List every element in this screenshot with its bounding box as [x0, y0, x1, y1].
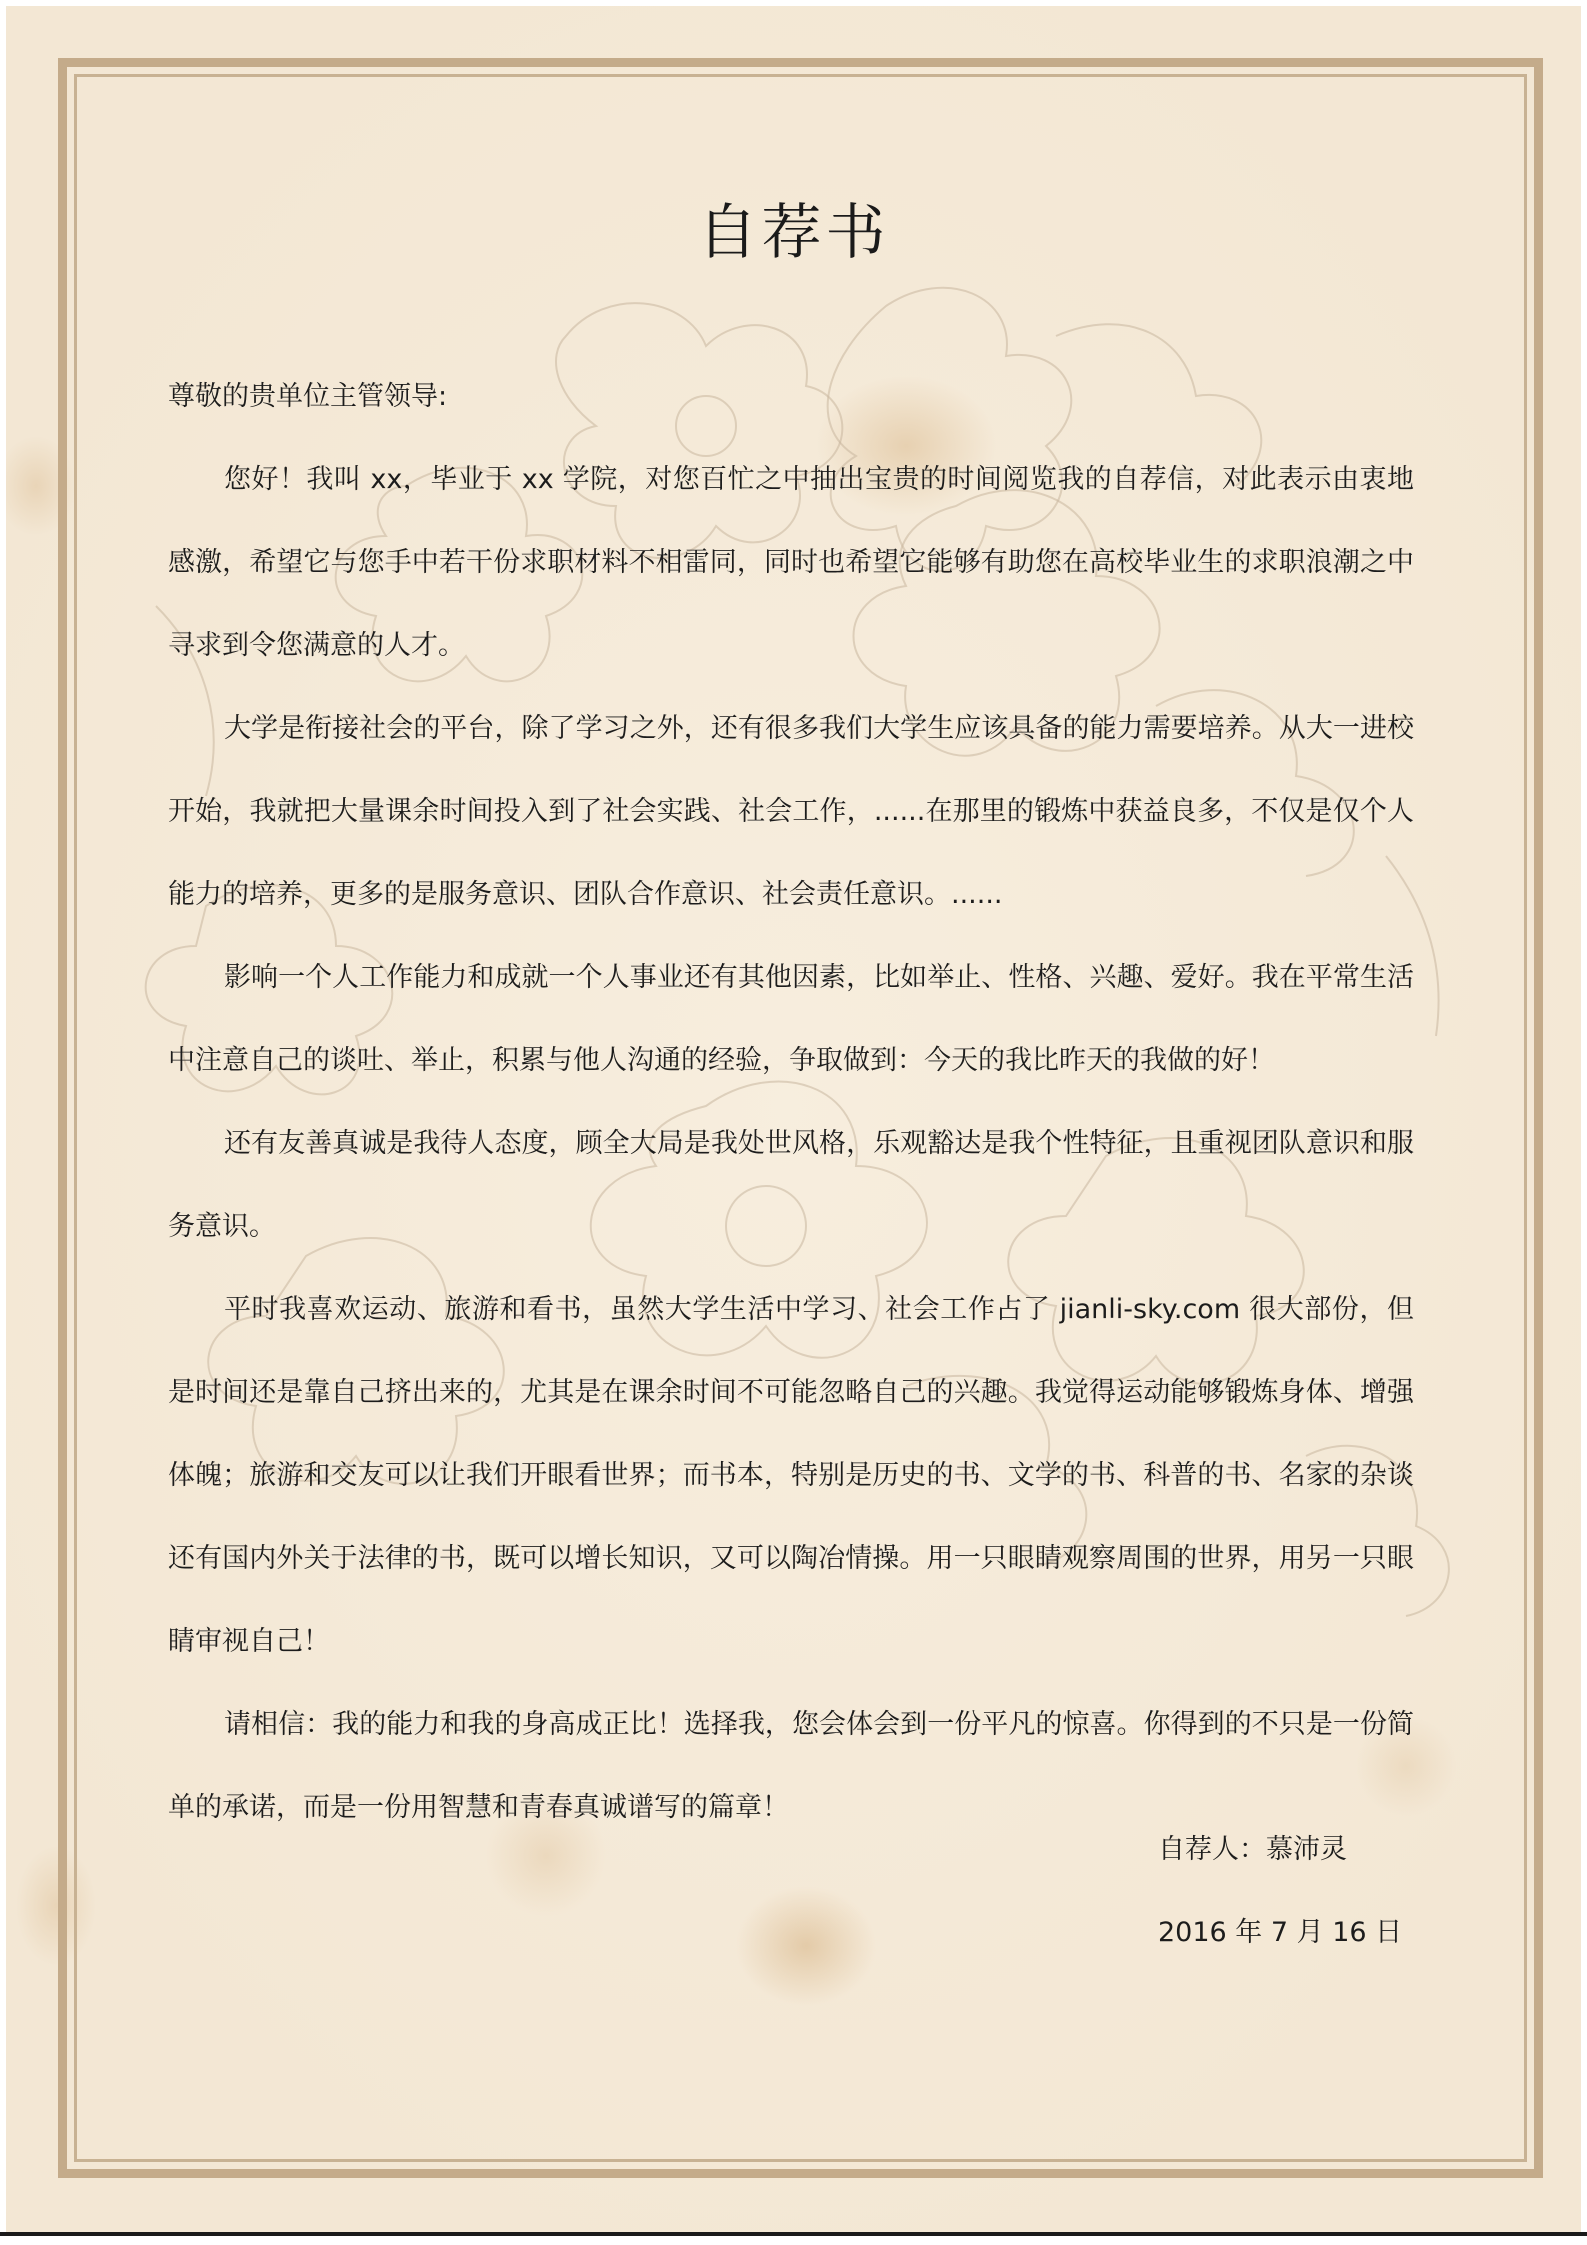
paragraph-character: 影响一个人工作能力和成就一个人事业还有其他因素，比如举止、性格、兴趣、爱好。我在平常生活中注意自己的谈吐、举止，积累与他人沟通的经验，争取做到：今天的我比昨天的我做的好！ — [168, 962, 1414, 1076]
signature-block — [1158, 1808, 1402, 1974]
letter-title: 自荐书 — [697, 198, 890, 268]
paragraph-hobbies: 平时我喜欢运动、旅游和看书，虽然大学生活中学习、社会工作占了 jianli-sky.com 很大部份，但是时间还是靠自己挤出来的，尤其是在课余时间不可能忽略自己的兴趣。我觉得运动能够锻炼身体、增强体魄；旅游和交友可以让我们开眼看世界；而书本，特别是历史的书、文学的书、科普的书、名家的杂谈还有国内外关于法律的书，既可以增长知识，又可以陶冶情操。用一只眼睛观察周围的世界，用另一只眼睛审视自己！ — [168, 1294, 1414, 1657]
signature-name: 自荐人：慕沛灵 — [1158, 1834, 1347, 1865]
paragraph-attitude: 还有友善真诚是我待人态度，顾全大局是我处世风格，乐观豁达是我个性特征，且重视团队意识和服务意识。 — [168, 1128, 1414, 1242]
page-bottom-rule — [0, 2232, 1587, 2236]
letter-body — [168, 355, 1414, 1849]
letter-greeting: 尊敬的贵单位主管领导: — [168, 381, 448, 412]
signature-date: 2016 年 7 月 16 日 — [1158, 1917, 1403, 1948]
paragraph-intro: 您好！我叫 xx，毕业于 xx 学院，对您百忙之中抽出宝贵的时间阅览我的自荐信，对此表示由衷地感激，希望它与您手中若干份求职材料不相雷同，同时也希望它能够有助您在高校毕业生的求职浪潮之中寻求到令您满意的人才。 — [168, 464, 1414, 661]
paragraph-university: 大学是衔接社会的平台，除了学习之外，还有很多我们大学生应该具备的能力需要培养。从大一进校开始，我就把大量课余时间投入到了社会实践、社会工作，......在那里的锻炼中获益良多，不仅是仅个人能力的培养，更多的是服务意识、团队合作意识、社会责任意识。...... — [168, 713, 1414, 910]
paragraph-closing: 请相信：我的能力和我的身高成正比！选择我，您会体会到一份平凡的惊喜。你得到的不只是一份简单的承诺，而是一份用智慧和青春真诚谱写的篇章！ — [168, 1709, 1414, 1823]
